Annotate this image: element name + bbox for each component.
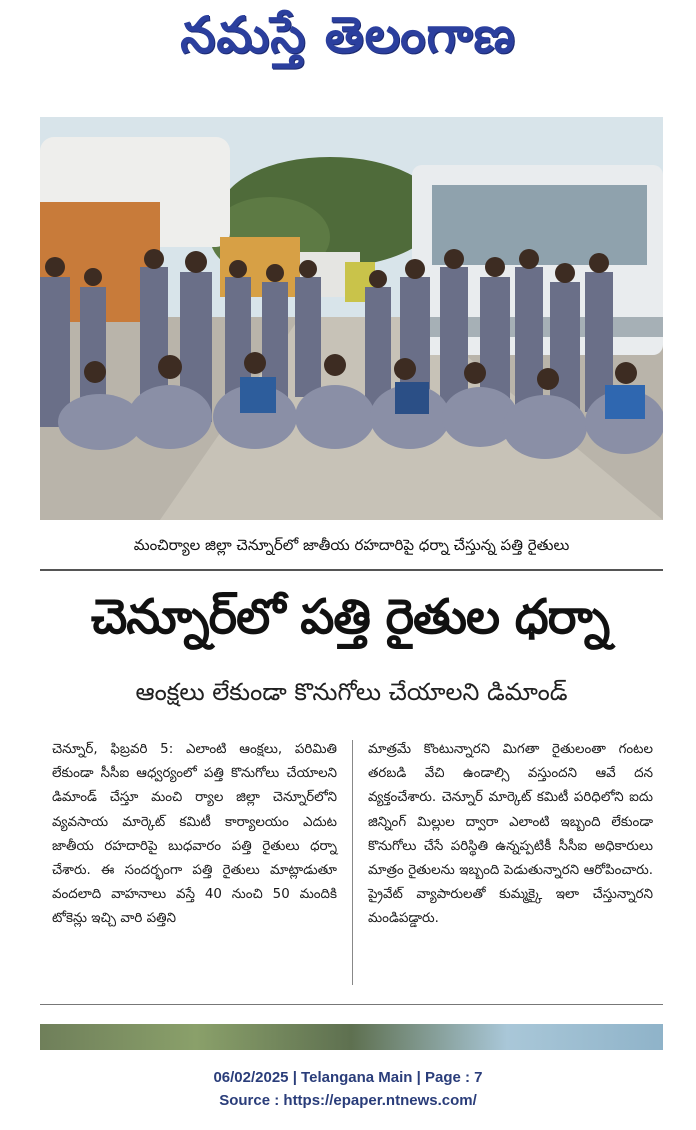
article-column-right: మాత్రమే కొంటున్నారని మిగతా రైతులంతా గంటల తరబడి వేచి ఉండాల్సి వస్తుందని ఆవే దన వ్యక్తంచేశారు. చెన్నూర్ మార్కెట్ కమిటీ పరిధిలోని ఐదు జిన్నింగ్ మిల్లుల ద్వారా ఎలాంటి ఇబ్బంది లేకుండా కొనుగోలు చేసే పరిస్థితి ఉన్నప్పటికీ సీసీఐ అధికారులు మాత్రం రైతులను ఇబ్బంది పెడుతున్నారని ఆరోపించారు. ప్రైవేట్ వ్యాపారులతో కుమ్మక్కై ఇలా చేస్తున్నారని మండిపడ్డారు.: [368, 742, 653, 927]
article-subheadline: ఆంక్షలు లేకుండా కొనుగోలు చేయాలని డిమాండ్: [135, 678, 568, 706]
caption-divider: [40, 569, 663, 571]
article-column-left: చెన్నూర్, ఫిబ్రవరి 5: ఎలాంటి ఆంక్షలు, పరిమితి లేకుండా సీసీఐ ఆధ్వర్యంలో పత్తి కొనుగోలు చేయాలని డిమాండ్ చేస్తూ మంచి ర్యాల జిల్లా చెన్నూర్‌లోని వ్యవసాయ మార్కెట్ కమిటీ కార్యాలయం ఎదుట జాతీయ రహదారిపై బుధవారం పత్తి రైతులు ధర్నా చేశారు. ఈ సందర్భంగా పత్తి రైతులు మాట్లాడుతూ వందలాది వాహనాలు వస్తే 40 నుంచి 50 మందికి టోకెన్లు ఇచ్చి వారి పత్తిని: [52, 742, 337, 927]
bottom-divider: [40, 1004, 663, 1005]
photo-caption: మంచిర్యాల జిల్లా చెన్నూర్‌లో జాతీయ రహదారిపై ధర్నా చేస్తున్న పత్తి రైతులు: [133, 536, 570, 554]
news-photo: [40, 117, 663, 520]
footer-date-edition: 06/02/2025 | Telangana Main | Page : 7: [213, 1069, 483, 1086]
masthead-title: నమస్తే తెలంగాణ: [180, 5, 516, 64]
masthead: [0, 6, 696, 76]
footer-source-link[interactable]: Source : https://epaper.ntnews.com/: [219, 1092, 477, 1109]
next-article-photo-strip: [40, 1024, 663, 1050]
article-headline: చెన్నూర్‌లో పత్తి రైతుల ధర్నా: [90, 589, 610, 645]
column-divider: [352, 740, 353, 985]
farmers-protest-illustration: [40, 117, 663, 520]
